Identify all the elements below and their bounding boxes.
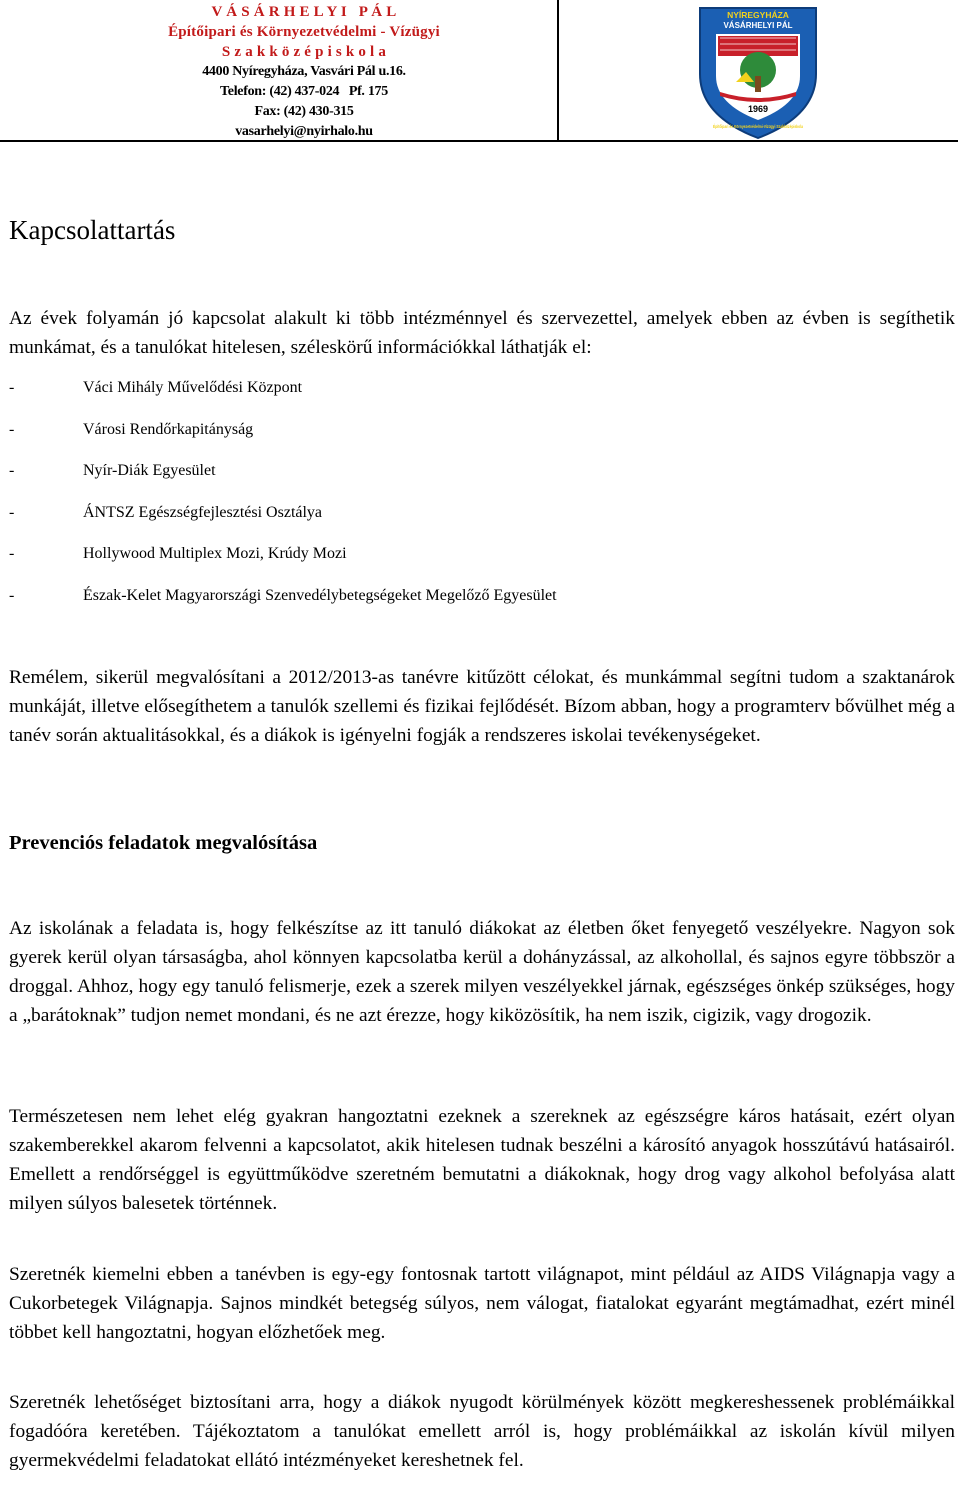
list-item-text: Városi Rendőrkapitányság <box>83 420 254 438</box>
list-marker: - <box>9 503 15 521</box>
list-marker: - <box>9 586 15 604</box>
crest-year: 1969 <box>747 104 769 114</box>
experts-paragraph: Természetesen nem lehet elég gyakran hangoztatni ezeknek a szereknek az egészségre káros hatásait, ezért olyan szakemberekkel akarom felvenni a kapcsolatot, akik hitelesen tudnak beszélni a károsító anyagok hosszútávú hatásairól. Emellett a rendőrséggel is együttműködve szeretném bemutatni a diákoknak, hogy drog vagy alkohol befolyása alatt milyen súlyos balesetek történnek. <box>9 1106 955 1214</box>
school-crest-logo <box>696 4 820 140</box>
prevention-paragraph: Az iskolának a feladata is, hogy felkészítse az itt tanuló diákokat az életben őket fenyegető veszélyekre. Nagyon sok gyerek kerül olyan társaságba, ahol könnyen kapcsolatba kerül a dohányzással, az alkohollal, és sajnos egyre többször a droggal. Ahhoz, hogy egy tanuló felismerje, ezek a szerek milyen veszélyekkel járnak, egészséges önkép szükséges, hogy a „barátoknak” tudjon nemet mondani, és ne azt érezze, hogy kiközösítik, ha nem iszik, cigizik, vagy drogozik. <box>9 918 955 1026</box>
school-name-line-1: V Á S Á R H E L Y I P Á L <box>211 4 397 20</box>
list-marker: - <box>9 545 15 562</box>
crest-ring-text: Építőipari és Környezetvédelmi-Vízügyi Szakközépiskola <box>713 124 804 129</box>
list-item <box>9 373 955 415</box>
list-item-text: Nyír-Diák Egyesület <box>83 462 216 479</box>
crest-city: NYÍREGYHÁZA <box>727 10 789 20</box>
list-item <box>9 415 955 457</box>
list-marker: - <box>9 379 15 396</box>
school-address: 4400 Nyíregyháza, Vasvári Pál u.16. <box>202 64 406 79</box>
list-item-text: ÁNTSZ Egészségfejlesztési Osztálya <box>83 503 323 521</box>
page-title: Kapcsolattartás <box>9 215 176 245</box>
school-email: vasarhelyi@nyirhalo.hu <box>235 124 373 139</box>
list-item-text: Váci Mihály Művelődési Központ <box>83 379 303 396</box>
list-marker: - <box>9 462 15 479</box>
list-item <box>9 456 955 498</box>
school-phone: Telefon: (42) 437-024 Pf. 175 <box>220 84 388 99</box>
list-marker: - <box>9 420 15 438</box>
crest-name: VÁSÁRHELYI PÁL <box>723 21 793 30</box>
header-divider-vertical <box>557 0 559 142</box>
header-divider-horizontal <box>0 140 958 142</box>
list-item <box>9 581 955 623</box>
list-item <box>9 539 955 581</box>
school-contact-block <box>118 2 490 142</box>
section-title: Prevenciós feladatok megvalósítása <box>9 832 318 854</box>
school-name-line-2: Építőipari és Környezetvédelmi - Vízügyi <box>168 24 440 40</box>
partner-list <box>9 373 955 622</box>
list-item-text: Hollywood Multiplex Mozi, Krúdy Mozi <box>83 545 347 562</box>
letterhead <box>0 0 960 142</box>
list-item-text: Észak-Kelet Magyarországi Szenvedélybetegségeket Megelőző Egyesület <box>83 586 557 604</box>
office-hours-paragraph: Szeretnék lehetőséget biztosítani arra, hogy a diákok nyugodt körülmények között megkereshessenek problémáikkal fogadóóra keretében. Tájékoztatom a tanulókat emellett arról is, hogy problémáikkal az iskolán kívül milyen gyermekvédelmi feladatokat ellátó intézményeket kereshetnek fel. <box>9 1392 955 1471</box>
list-item <box>9 498 955 540</box>
intro-paragraph: Az évek folyamán jó kapcsolat alakult ki több intézménnyel és szervezettel, amelyek ebben az évben is segíthetik munkámat, és a tanulókat hitelesen, széleskörű információkkal láthatják el: <box>9 308 955 358</box>
school-name-line-3: S z a k k ö z é p i s k o l a <box>221 44 387 60</box>
goals-paragraph: Remélem, sikerül megvalósítani a 2012/2013-as tanévre kitűzött célokat, és munkámmal segítni tudom a szaktanárok munkáját, illetve elősegíthetem a tanulók szellemi és fizikai fejlődését. Bízom abban, hogy a programterv bővülhet még a tanév során aktualitásokkal, és a diákok is igényelni fogják a rendszeres iskolai tevékenységeket. <box>9 667 955 746</box>
world-days-paragraph: Szeretnék kiemelni ebben a tanévben is egy-egy fontosnak tartott világnapot, mint például az AIDS Világnapja vagy a Cukorbetegek Világnapja. Sajnos mindkét betegség súlyos, nem válogat, fiatalokat egyaránt megtámadhat, ezért minél többet kell hangoztatni, hogyan előzhetőek meg. <box>9 1264 955 1343</box>
school-fax: Fax: (42) 430-315 <box>254 104 354 119</box>
